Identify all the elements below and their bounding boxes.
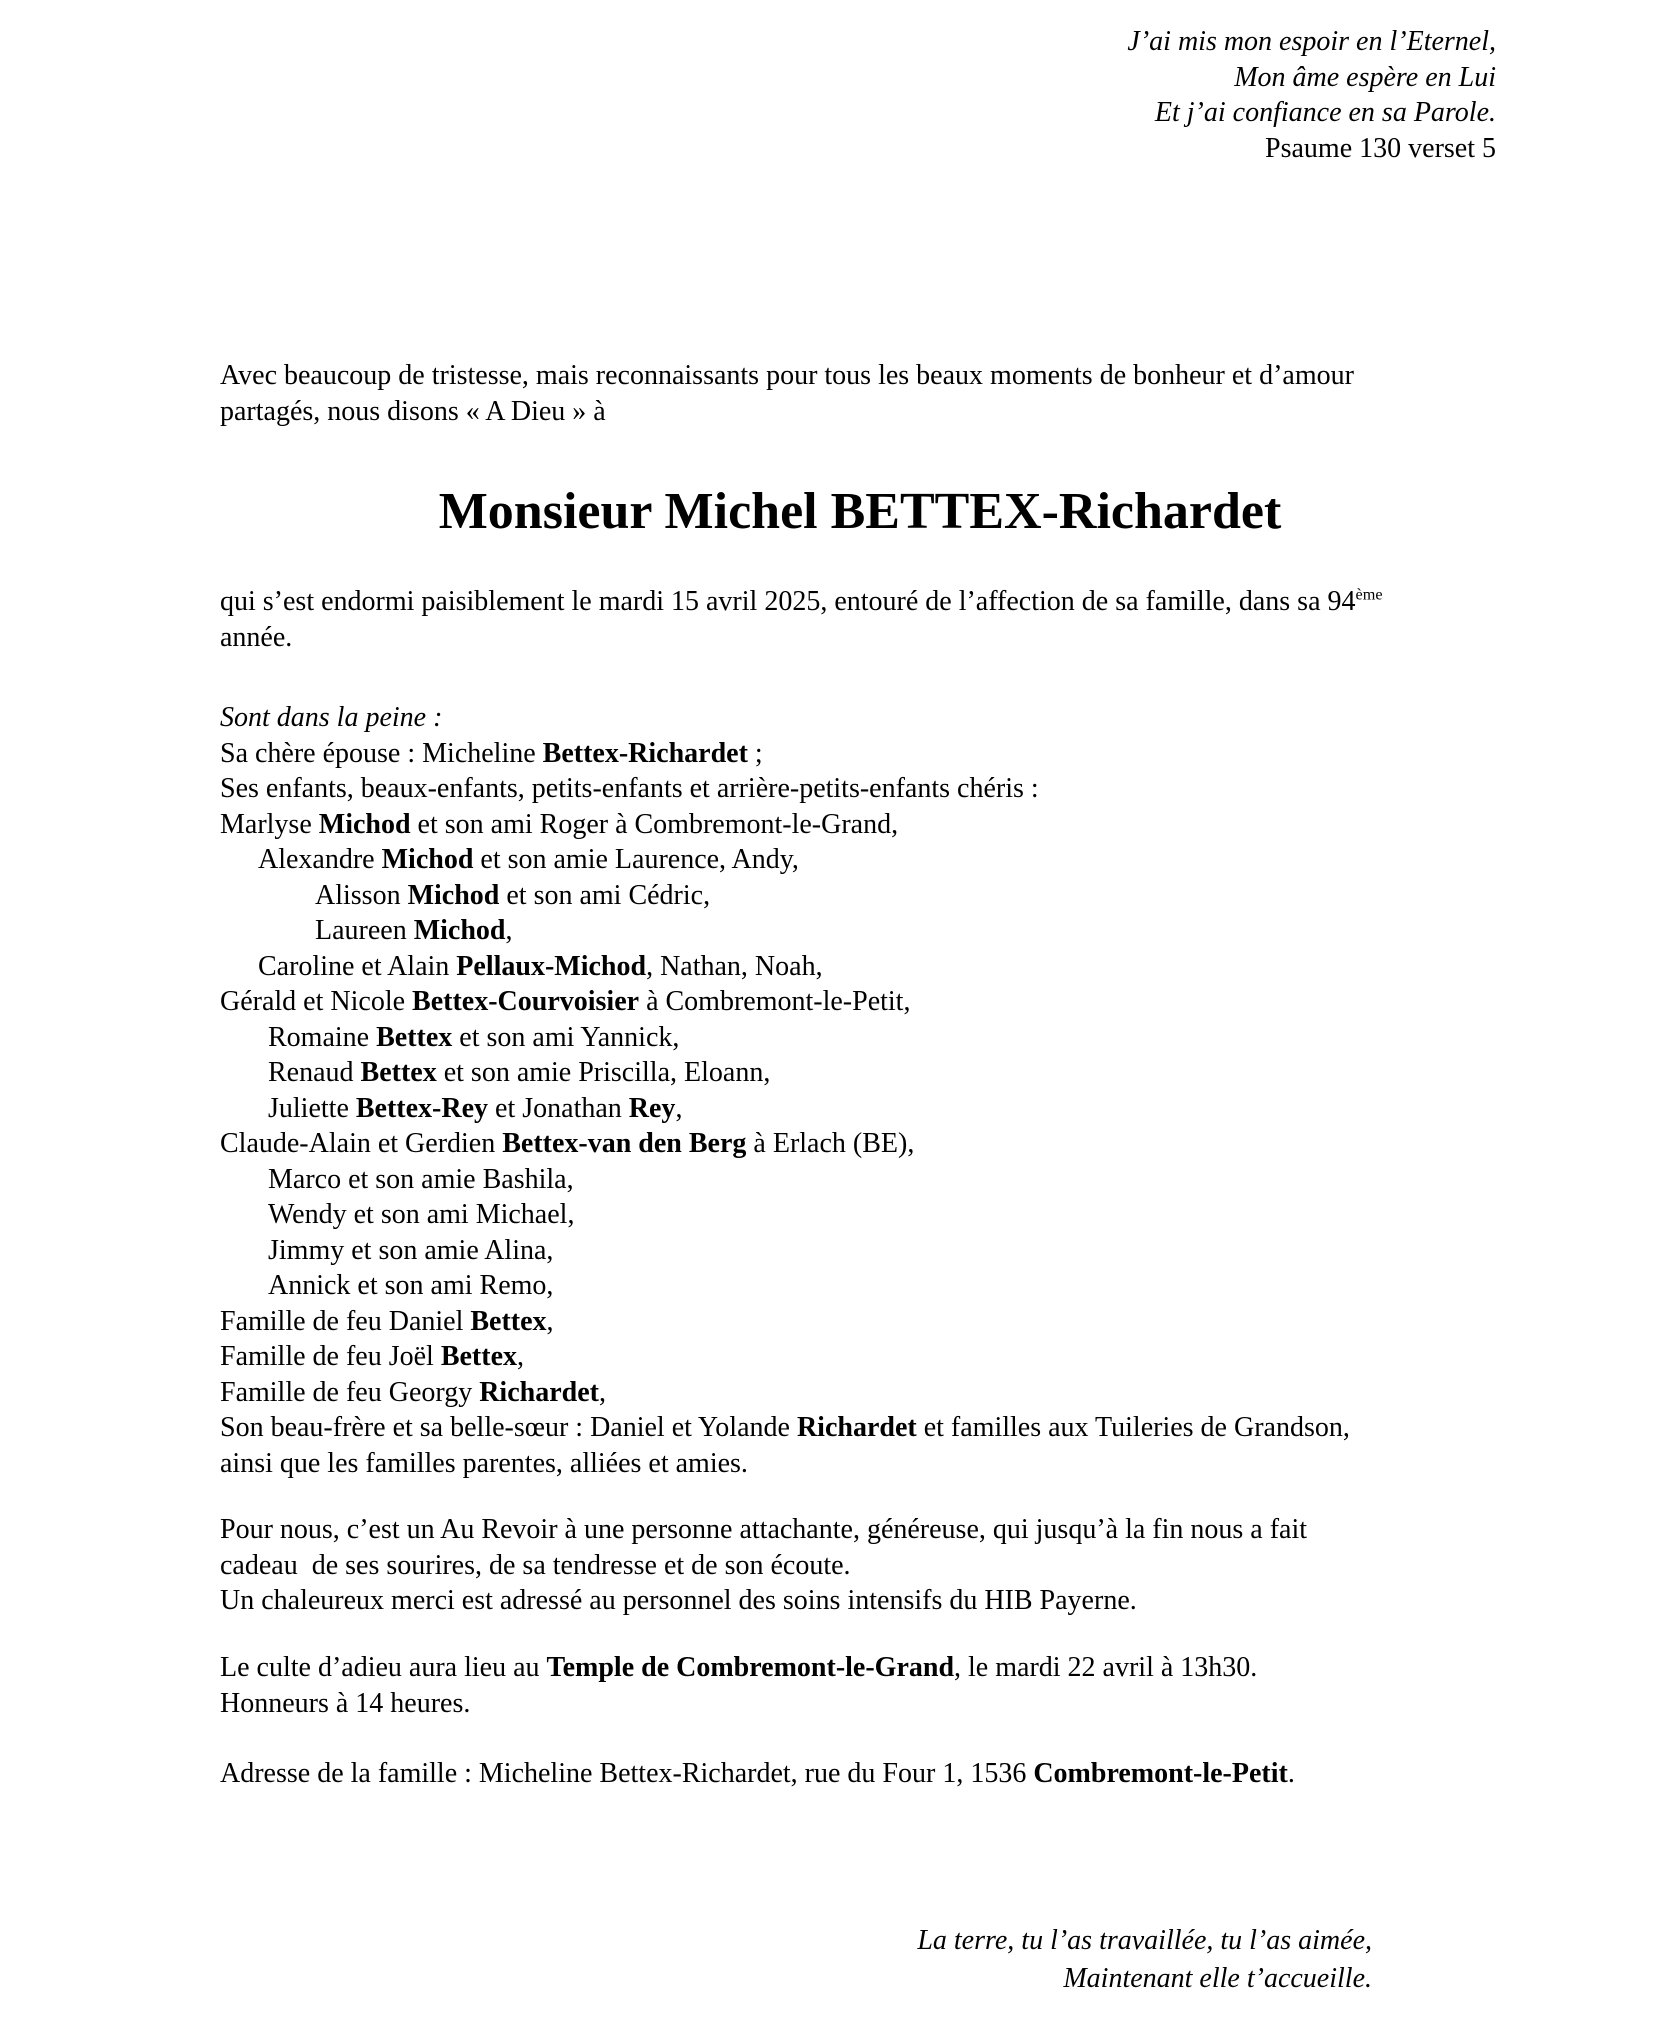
bold-text: Bettex-Rey	[355, 1092, 489, 1124]
text-line	[220, 984, 1350, 1020]
text-line	[220, 1446, 1350, 1482]
bold-text: Bettex-Courvoisier	[412, 986, 640, 1017]
text-segment: Romaine	[268, 1021, 377, 1053]
text-segment: .	[1287, 1758, 1295, 1789]
bold-text: Bettex-van den Berg	[502, 1128, 747, 1159]
text-line	[220, 1126, 1350, 1162]
text-segment: ;	[747, 737, 763, 769]
text-segment: , Nathan, Noah,	[646, 950, 823, 982]
bold-text: Michod	[407, 879, 500, 911]
text-segment: ainsi que les familles parentes, alliées et amies.	[220, 1447, 748, 1479]
text-line: La terre, tu l’as travaillée, tu l’as aimée,	[917, 1925, 1372, 1956]
text-line	[220, 736, 1350, 772]
text-line	[220, 1650, 1257, 1686]
text-segment: et familles aux Tuileries de Grandson,	[916, 1412, 1350, 1443]
bold-text: Richardet	[796, 1412, 917, 1443]
text-segment: et son ami Roger à Combremont-le-Grand,	[410, 808, 899, 840]
text-line	[220, 1197, 1350, 1233]
text-segment: et son amie Laurence, Andy,	[473, 844, 799, 875]
bold-text: Michod	[318, 808, 411, 840]
intro-paragraph	[220, 358, 1354, 429]
text-line: partagés, nous disons « A Dieu » à	[220, 395, 606, 427]
text-line	[220, 1055, 1350, 1091]
bold-text: Bettex	[440, 1341, 518, 1372]
text-line	[220, 913, 1350, 949]
text-segment: ,	[546, 1305, 554, 1337]
text-segment: Renaud	[268, 1057, 361, 1088]
text-line	[220, 771, 1350, 807]
text-line: Maintenant elle t’accueille.	[1063, 1963, 1372, 1994]
text-segment: Marco et son amie Bashila,	[268, 1163, 574, 1195]
epigraph-lines	[1127, 24, 1496, 131]
bold-text: Bettex	[360, 1057, 437, 1088]
text-segment: à Erlach (BE),	[746, 1128, 915, 1159]
text-line: Et j’ai confiance en sa Parole.	[1154, 97, 1496, 128]
superscript-text: ème	[1355, 585, 1383, 604]
mourning-section	[220, 700, 1350, 1481]
text-segment: Sa chère épouse : Micheline	[220, 737, 543, 769]
text-line: Pour nous, c’est un Au Revoir à une personne attachante, généreuse, qui jusqu’à la fin nous a fait	[220, 1514, 1308, 1545]
text-line	[220, 1339, 1350, 1375]
bold-text: Richardet	[479, 1376, 599, 1408]
text-segment: à Combremont-le-Petit,	[639, 986, 911, 1017]
bold-text: Bettex	[470, 1305, 547, 1337]
text-segment: , le mardi 22 avril à 13h30.	[954, 1652, 1258, 1683]
text-segment: Ses enfants, beaux-enfants, petits-enfants et arrière-petits-enfants chéris :	[220, 773, 1039, 804]
text-line	[220, 1020, 1350, 1056]
text-line: Un chaleureux merci est adressé au personnel des soins intensifs du HIB Payerne.	[220, 1585, 1137, 1616]
text-segment: Claude-Alain et Gerdien	[220, 1128, 503, 1159]
text-segment: et son ami Cédric,	[499, 879, 711, 911]
text-segment: ,	[505, 915, 513, 946]
tribute-paragraph	[220, 1512, 1307, 1619]
text-segment: Laureen	[315, 915, 414, 946]
text-segment: Son beau-frère et sa belle-sœur : Daniel et Yolande	[220, 1412, 797, 1443]
text-line	[220, 807, 1350, 843]
death-notice-paragraph	[220, 584, 1383, 655]
text-segment: Alexandre	[258, 844, 382, 875]
text-segment: et son amie Priscilla, Eloann,	[436, 1057, 771, 1088]
bold-text: Combremont-le-Petit	[1033, 1758, 1288, 1789]
text-line	[220, 1162, 1350, 1198]
epigraph-attribution: Psaume 130 verset 5	[1265, 132, 1496, 164]
bold-text: Michod	[413, 915, 506, 946]
text-segment: Famille de feu Georgy	[220, 1376, 480, 1408]
mourning-heading: Sont dans la peine :	[220, 702, 443, 733]
bold-text: Rey	[628, 1092, 676, 1124]
text-segment: Annick et son ami Remo,	[268, 1270, 554, 1301]
text-line: J’ai mis mon espoir en l’Eternel,	[1127, 26, 1496, 57]
text-line: année.	[220, 621, 293, 653]
text-line	[220, 1268, 1350, 1304]
text-line	[220, 1233, 1350, 1269]
text-line: Avec beaucoup de tristesse, mais reconnaissants pour tous les beaux moments de bonheur et d’amour	[220, 360, 1354, 391]
text-segment: et son ami Yannick,	[452, 1021, 680, 1053]
text-segment: Caroline et Alain	[258, 950, 457, 982]
text-line	[220, 1091, 1350, 1127]
epigraph-quote	[1127, 24, 1496, 166]
text-segment: Gérald et Nicole	[220, 986, 413, 1017]
text-line: Mon âme espère en Lui	[1234, 61, 1496, 93]
bold-text: Bettex-Richardet	[542, 737, 748, 769]
text-segment: Le culte d’adieu aura lieu au	[220, 1652, 547, 1683]
bold-text: Michod	[381, 844, 474, 875]
bold-text: Bettex	[376, 1021, 453, 1053]
text-segment: ,	[598, 1376, 606, 1408]
ceremony-paragraph	[220, 1650, 1257, 1721]
deceased-name-title: Monsieur Michel BETTEX-Richardet	[438, 483, 1282, 540]
text-segment: Alisson	[315, 879, 408, 911]
text-segment: Famille de feu Daniel	[220, 1305, 471, 1337]
text-line	[220, 1756, 1295, 1792]
text-segment: Wendy et son ami Michael,	[268, 1199, 575, 1230]
text-segment: Jimmy et son amie Alina,	[268, 1234, 554, 1266]
text-line	[220, 1375, 1350, 1411]
text-segment: Marlyse	[220, 808, 319, 840]
text-segment: ,	[675, 1092, 683, 1124]
text-line	[220, 1304, 1350, 1340]
text-line: Honneurs à 14 heures.	[220, 1687, 471, 1719]
text-segment: Adresse de la famille : Micheline Bettex-Richardet, rue du Four 1, 1536	[220, 1758, 1034, 1789]
bold-text: Temple de Combremont-le-Grand	[546, 1652, 955, 1683]
text-segment: ,	[517, 1341, 525, 1372]
text-line: cadeau de ses sourires, de sa tendresse et de son écoute.	[220, 1549, 851, 1581]
bold-text: Pellaux-Michod	[456, 950, 647, 982]
text-segment: Juliette	[268, 1092, 356, 1124]
text-line	[220, 878, 1350, 914]
text-segment: qui s’est endormi paisiblement le mardi 15 avril 2025, entouré de l’affection de sa famille, dans sa 94	[220, 586, 1356, 617]
mourning-list	[220, 736, 1350, 1482]
closing-quote	[917, 1922, 1372, 1998]
text-segment: et Jonathan	[488, 1092, 629, 1124]
text-line	[220, 949, 1350, 985]
family-address-paragraph	[220, 1756, 1295, 1792]
text-line	[220, 842, 1350, 878]
text-line	[220, 584, 1383, 620]
text-segment: Famille de feu Joël	[220, 1341, 441, 1372]
text-line	[220, 1410, 1350, 1446]
